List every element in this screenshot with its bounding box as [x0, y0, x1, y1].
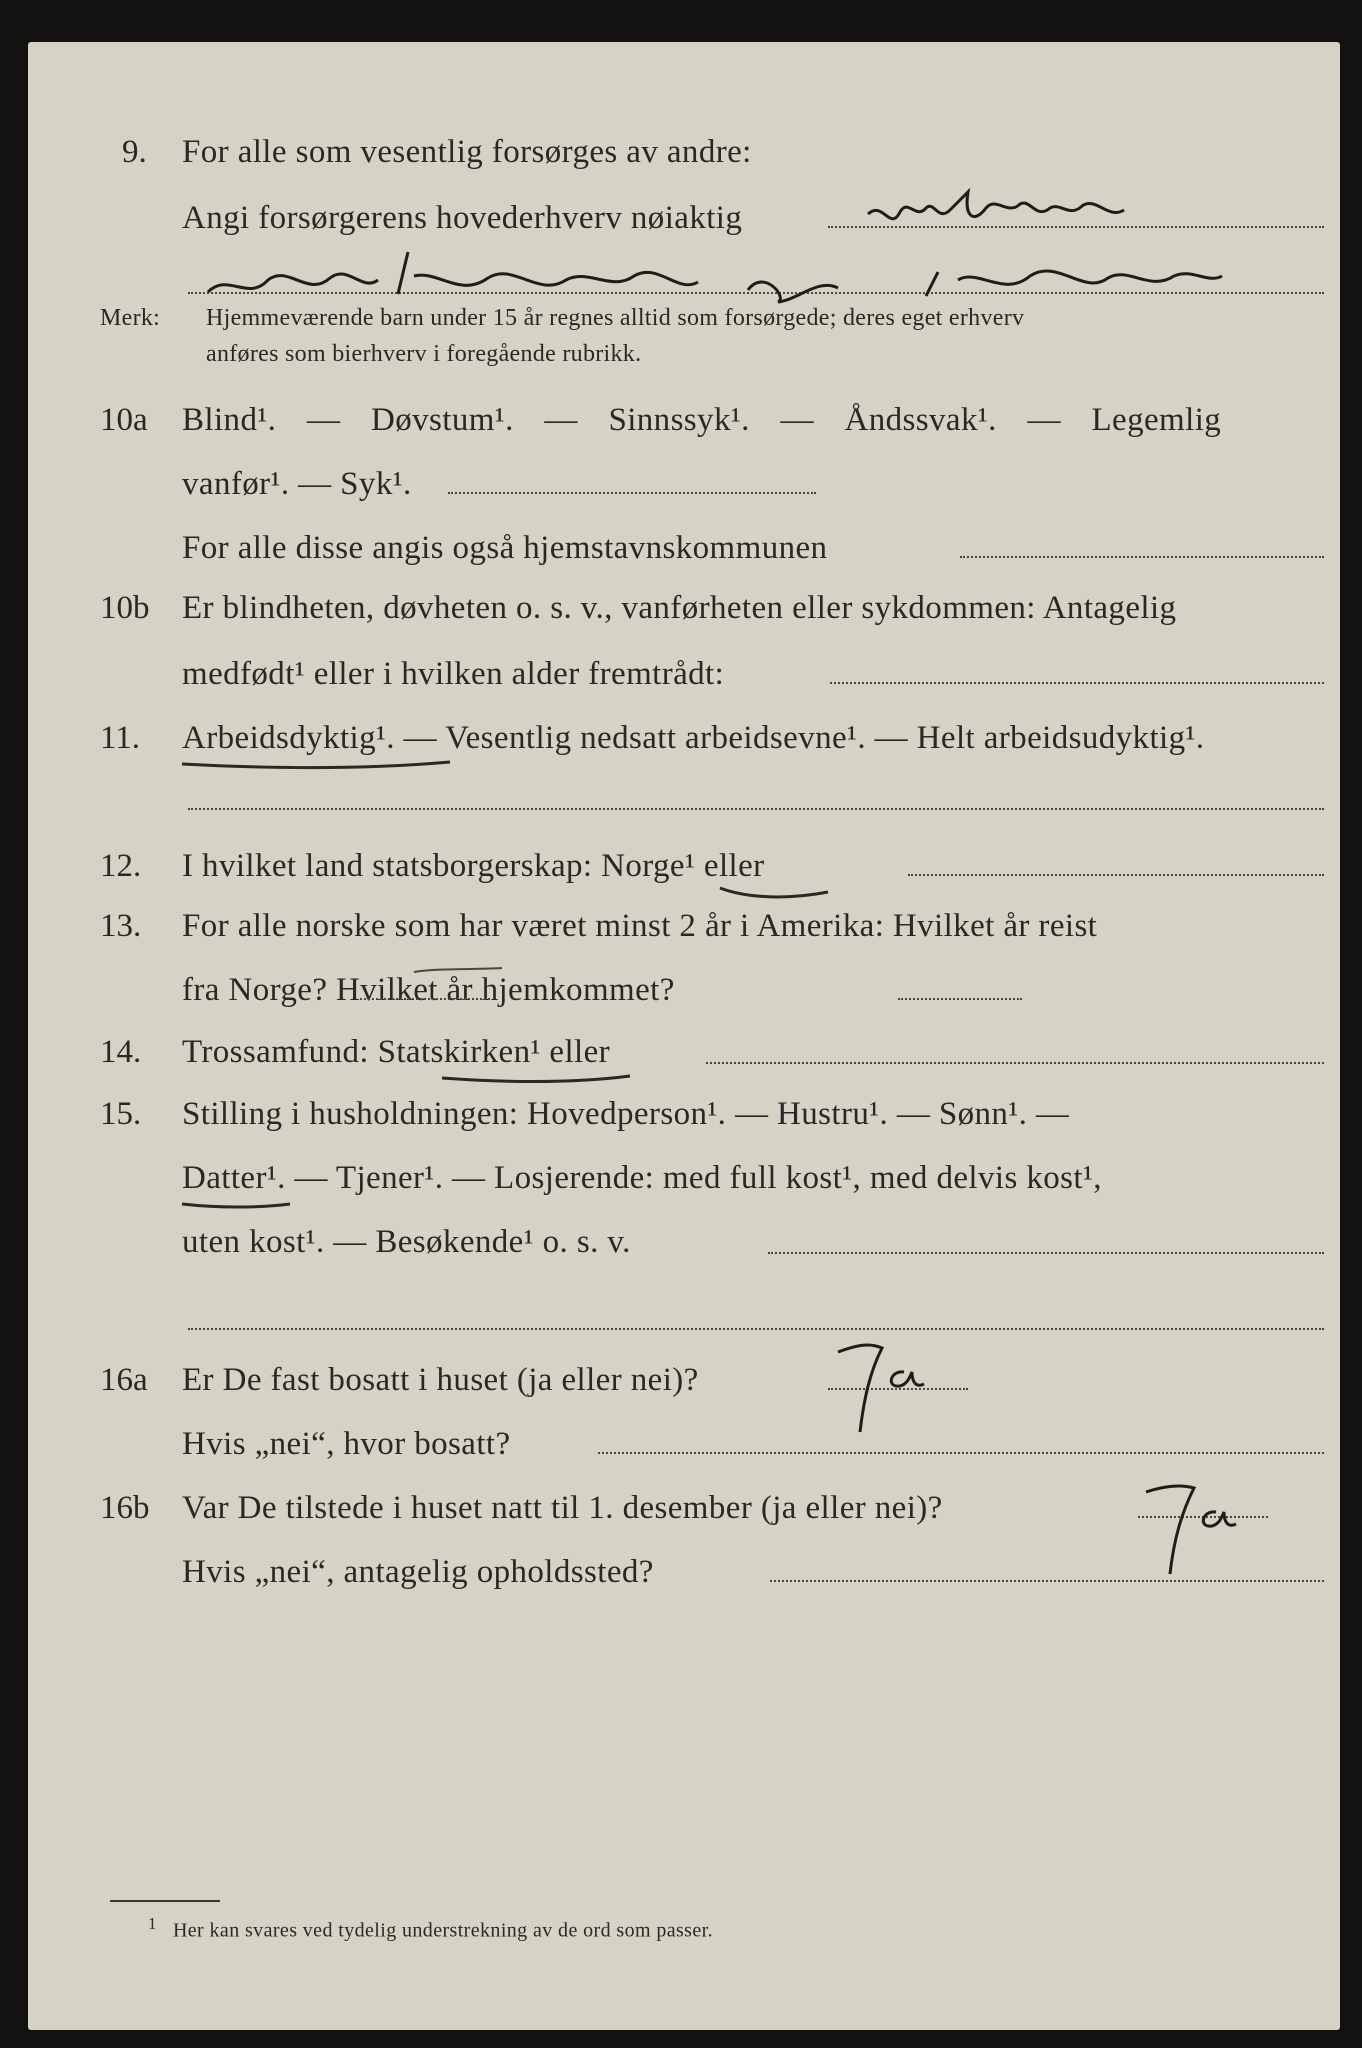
item-10b-line-1: Er blindheten, døvheten o. s. v., vanførheten eller sykdommen: Antagelig [182, 590, 1177, 626]
item-16a-handwritten-answer [824, 1332, 944, 1442]
item-15-number: 15. [100, 1096, 142, 1132]
footnote-marker: 1 [148, 1914, 157, 1933]
item-12-handwritten-underline [716, 884, 836, 904]
item-12-number: 12. [100, 848, 142, 884]
item-14-line-1: Trossamfund: Statskirken¹ eller [182, 1034, 611, 1070]
item-16b-number: 16b [100, 1490, 150, 1526]
note-text-line-1: Hjemmeværende barn under 15 år regnes alltid som forsørgede; deres eget erhverv [206, 305, 1025, 331]
item-12-line-1: I hvilket land statsborgerskap: Norge¹ eller [182, 848, 765, 884]
footnote-text [148, 1914, 713, 1943]
item-14-number: 14. [100, 1034, 142, 1070]
item-10a-answer-line [448, 492, 816, 494]
item-13-handwritten-dash [408, 962, 508, 982]
item-14-answer-line [706, 1062, 1324, 1064]
item-13-departure-line [360, 998, 490, 1000]
item-9-number: 9. [122, 134, 147, 170]
item-16a-number: 16a [100, 1362, 148, 1398]
footnote-body: Her kan svares ved tydelig understrekning av de ord som passer. [172, 1919, 714, 1942]
item-13-line-1: For alle norske som har været minst 2 år i Amerika: Hvilket år reist [182, 908, 1098, 944]
item-11-handwritten-underline [178, 754, 458, 774]
item-10a-hometown-line [960, 556, 1324, 558]
footnote-rule [110, 1900, 220, 1902]
item-13-number: 13. [100, 908, 142, 944]
item-10a-line-3: For alle disse angis også hjemstavnskommunen [182, 530, 828, 566]
item-14-handwritten-underline [438, 1070, 638, 1090]
item-13-return-line [898, 998, 1022, 1000]
item-16b-line-2: Hvis „nei“, antagelig opholdssted? [182, 1554, 654, 1590]
item-10a-number: 10a [100, 402, 148, 438]
item-16a-line-1: Er De fast bosatt i huset (ja eller nei)? [182, 1362, 699, 1398]
item-15-line-3: uten kost¹. — Besøkende¹ o. s. v. [182, 1224, 631, 1260]
item-15-line-1: Stilling i husholdningen: Hovedperson¹. — Hustru¹. — Sønn¹. — [182, 1096, 1070, 1132]
item-13-line-2: fra Norge? Hvilket år hjemkommet? [182, 972, 675, 1008]
item-15-answer-line-1 [768, 1252, 1324, 1254]
item-10b-number: 10b [100, 590, 150, 626]
item-10a-line-2: vanfør¹. — Syk¹. [182, 466, 412, 502]
item-16b-handwritten-answer [1134, 1474, 1254, 1584]
item-12-answer-line [908, 874, 1324, 876]
item-16a-residence-line [598, 1452, 1324, 1454]
item-10b-answer-line [830, 682, 1324, 684]
note-text-line-2: anføres som bierhverv i foregående rubrikk. [206, 341, 642, 367]
item-15-answer-line-2 [188, 1328, 1324, 1330]
item-10b-line-2: medfødt¹ eller i hvilken alder fremtrådt: [182, 656, 725, 692]
item-9-prompt: Angi forsørgerens hovederhverv nøiaktig [182, 200, 743, 236]
census-form-page [28, 42, 1340, 2030]
item-16b-line-1: Var De tilstede i huset natt til 1. desember (ja eller nei)? [182, 1490, 943, 1526]
item-16b-location-line [770, 1580, 1324, 1582]
item-15-line-2: Datter¹. — Tjener¹. — Losjerende: med full kost¹, med delvis kost¹, [182, 1160, 1102, 1196]
item-15-handwritten-underline [178, 1196, 298, 1216]
item-11-line-1: Arbeidsdyktig¹. — Vesentlig nedsatt arbeidsevne¹. — Helt arbeidsudyktig¹. [182, 720, 1205, 756]
item-11-number: 11. [100, 720, 141, 756]
item-11-answer-line [188, 808, 1324, 810]
item-9-question: For alle som vesentlig forsørges av andre: [182, 134, 752, 170]
item-16a-line-2: Hvis „nei“, hvor bosatt? [182, 1426, 511, 1462]
item-10a-line-1: Blind¹. — Døvstum¹. — Sinnssyk¹. — Åndssvak¹. — Legemlig [182, 402, 1222, 438]
note-label: Merk: [100, 305, 161, 331]
